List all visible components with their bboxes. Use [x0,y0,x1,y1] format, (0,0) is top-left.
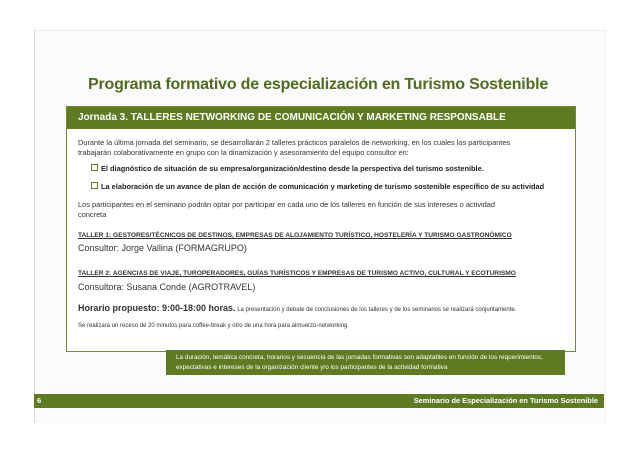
horario-label: Horario propuesto: 9:00-18:00 horas. [78,303,236,313]
horario-line [78,303,516,313]
jornada-box [66,106,576,352]
taller-1-title: TALLER 1: GESTORES/TÉCNICOS DE DESTINOS, EMPRESAS DE ALOJAMIENTO TURÍSTICO, HOSTELERÍA Y TURISMO GASTRONÓMICO [78,232,512,239]
intro-line-1: Durante la última jornada del seminario, se desarrollarán 2 talleres prácticos paralelos de networking, en los cuales los participantes [78,138,511,147]
taller-1-consultor: Consultor: Jorge Vallina (FORMAGRUPO) [78,243,247,253]
horario-detail: La presentación y debate de conclusiones de los talleres y de los seminarios se realizará conjuntamente. [235,307,517,313]
jornada-header: Jornada 3. TALLERES NETWORKING DE COMUNICACIÓN Y MARKETING RESPONSABLE [67,107,575,129]
choice-line-1: Los participantes en el seminario podrán optar por participar en cada uno de los talleres en función de sus intereses o actividad [78,200,496,209]
taller-2-title: TALLER 2: AGENCIAS DE VIAJE, TUROPERADORES, GUÍAS TURÍSTICOS Y EMPRESAS DE TURISMO ACTIVO, CULTURAL Y ECOTURISMO [78,270,516,277]
footer-title: Seminario de Especialización en Turismo Sostenible [413,396,598,405]
page-number: 6 [37,396,42,405]
checkbox-square-icon [91,182,98,189]
taller-2-consultor: Consultora: Susana Conde (AGROTRAVEL) [78,282,256,292]
choice-line-2: concreta [78,210,107,219]
bullet-text: El diagnóstico de situación de su empresa/organización/destino desde la perspectiva del turismo sostenible. [101,164,484,173]
bullet-item [91,182,544,192]
bullet-item [91,164,484,174]
receso-line: Se realizará un receso de 20 minutos para coffee-break y otro de una hora para almuerzo-networking [78,323,348,329]
note-box: La duración, temática concreta, horarios y secuencia de las jornadas formativas son adaptables en función de los requerimientos, expectativas e intereses de la organización cliente y/o los participantes de la actividad formativa [166,350,565,375]
intro-line-2: trabajarán colaborativamente en grupo con la dinamización y asesoramiento del equipo consultor en: [78,148,409,157]
page-title: Programa formativo de especialización en Turismo Sostenible [88,76,549,93]
checkbox-square-icon [91,164,98,171]
bullet-text: La elaboración de un avance de plan de acción de comunicación y marketing de turismo sostenible específico de su actividad [101,182,545,191]
